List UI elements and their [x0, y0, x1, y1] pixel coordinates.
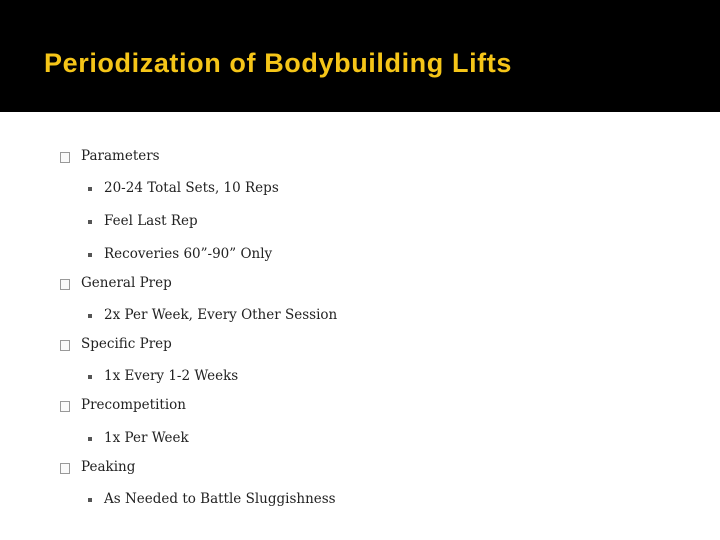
- box-bullet-icon: [60, 340, 70, 351]
- square-bullet-icon: [88, 187, 92, 191]
- section-label: Parameters: [81, 148, 160, 164]
- square-bullet-icon: [88, 375, 92, 379]
- slide-title: Periodization of Bodybuilding Lifts: [44, 48, 512, 78]
- list-item: 2x Per Week, Every Other Session: [104, 307, 338, 323]
- box-bullet-icon: [60, 279, 70, 290]
- box-bullet-icon: [60, 152, 70, 163]
- list-item: 1x Per Week: [104, 430, 189, 446]
- box-bullet-icon: [60, 401, 70, 412]
- square-bullet-icon: [88, 437, 92, 441]
- section-label: Peaking: [81, 459, 136, 475]
- box-bullet-icon: [60, 463, 70, 474]
- list-item: Recoveries 60”-90” Only: [104, 246, 273, 262]
- square-bullet-icon: [88, 253, 92, 257]
- section-label: Specific Prep: [81, 336, 172, 352]
- list-item: 1x Every 1-2 Weeks: [104, 368, 239, 384]
- square-bullet-icon: [88, 498, 92, 502]
- list-item: As Needed to Battle Sluggishness: [104, 491, 336, 507]
- list-item: Feel Last Rep: [104, 213, 198, 229]
- list-item: 20-24 Total Sets, 10 Reps: [104, 180, 279, 196]
- square-bullet-icon: [88, 220, 92, 224]
- square-bullet-icon: [88, 314, 92, 318]
- section-label: General Prep: [81, 275, 172, 291]
- section-label: Precompetition: [81, 397, 186, 413]
